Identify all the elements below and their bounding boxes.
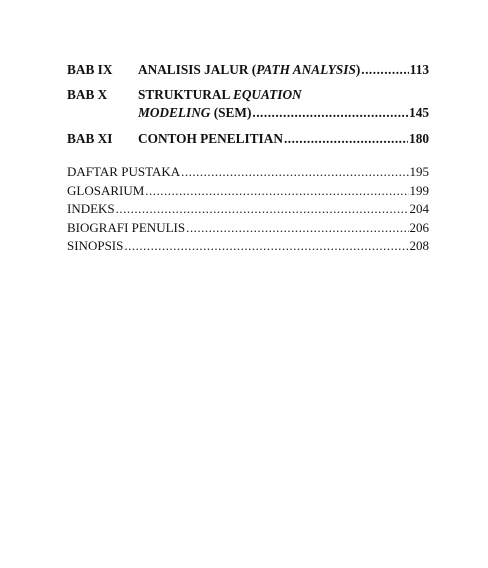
back-matter-list: [67, 163, 429, 256]
toc-entry-bab-xi: [67, 130, 429, 148]
page-number: 204: [409, 201, 429, 216]
dot-leader: [116, 200, 409, 219]
toc-entry-sinopsis: [67, 237, 429, 256]
chapter-number: BAB XI: [67, 131, 113, 146]
page-number: 199: [409, 182, 429, 198]
chapter-number: BAB X: [67, 87, 108, 102]
dot-leader: [145, 182, 408, 201]
chapter-number: BAB IX: [67, 62, 113, 77]
toc-entry-daftar-pustaka: [67, 163, 429, 182]
chapter-title: ANALISIS JALUR (PATH ANALYSIS): [138, 62, 361, 77]
dot-leader: [361, 61, 409, 79]
toc-entry-bab-ix: [67, 61, 429, 79]
page-number: 180: [409, 131, 429, 146]
page-number: 208: [409, 238, 429, 253]
entry-title: INDEKS: [67, 201, 115, 216]
entry-title: SINOPSIS: [67, 238, 124, 253]
entry-title: DAFTAR PUSTAKA: [67, 164, 181, 179]
chapter-title-line-1: STRUKTURAL EQUATION: [138, 87, 302, 102]
toc-entry-glosarium: [67, 182, 429, 201]
toc-entry-biografi-penulis: [67, 219, 429, 238]
page-number: 145: [409, 105, 429, 120]
entry-title: GLOSARIUM: [67, 182, 145, 198]
dot-leader: [186, 219, 408, 238]
page-number: 195: [409, 164, 429, 179]
dot-leader: [124, 237, 408, 256]
dot-leader: [284, 130, 408, 148]
page-number: 206: [409, 219, 429, 235]
toc-entry-indeks: [67, 200, 429, 219]
chapter-title: CONTOH PENELITIAN: [138, 131, 283, 146]
page-number: 113: [409, 62, 429, 77]
dot-leader: [181, 163, 408, 182]
toc-entry-bab-x: [67, 86, 429, 122]
chapter-title-line-2: MODELING (SEM): [138, 105, 252, 120]
dot-leader: [252, 104, 408, 122]
entry-title: BIOGRAFI PENULIS: [67, 219, 186, 235]
